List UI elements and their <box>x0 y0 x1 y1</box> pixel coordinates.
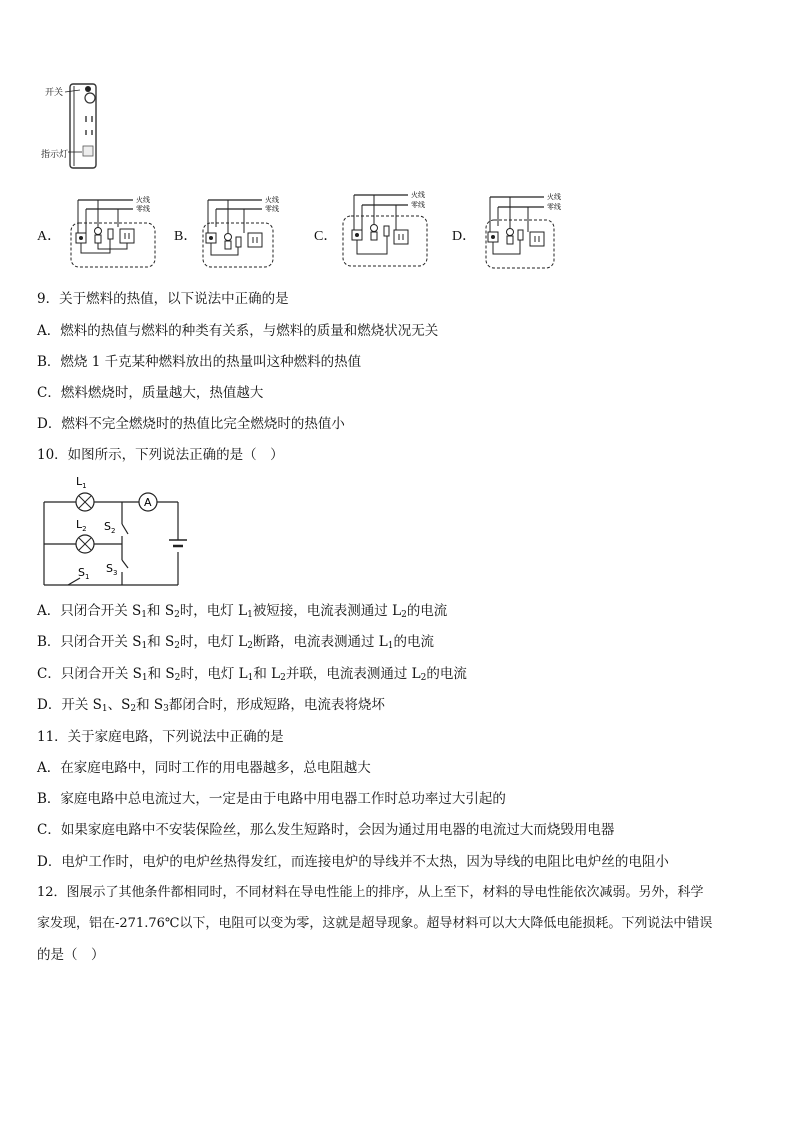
q10-stem: 10．如图所示，下列说法正确的是（ ） <box>37 447 284 463</box>
q12-line2: 家发现，铝在-271.76℃以下，电阻可以变为零，这就是超导现象。超导材料可以大大降低电能损耗。下列说法中错误 <box>37 916 713 931</box>
q10-option-b: B．只闭合开关 $S_1$和 $S_2$时，电灯 $L_2$断路，电流表测通过 $L_1$的电流 <box>37 634 434 651</box>
svg-text:L2 <box>76 518 87 533</box>
switch-label: 开关 <box>45 88 64 98</box>
q12-line3: 的是（ ） <box>37 947 105 963</box>
l1-label: L <box>76 475 83 488</box>
q10-option-a: A．只闭合开关 $S_1$和 $S_2$时，电灯 $L_1$被短接，电流表测通过 $L_2$的电流 <box>37 603 448 620</box>
q12-line1: 12．图展示了其他条件都相同时，不同材料在导电性能上的排序，从上至下，材料的导电性能依次减弱。另外，科学 <box>37 885 704 900</box>
q8-diagram-a <box>68 193 168 273</box>
s2-sub: 2 <box>110 527 116 535</box>
q8-d-neutral-label: 零线 <box>547 203 561 211</box>
q10-circuit-diagram <box>38 472 198 590</box>
svg-text:S3 <box>106 562 117 577</box>
l2-sub: 2 <box>82 525 87 533</box>
q11-option-b: B．家庭电路中总电流过大，一定是由于电路中用电器工作时总功率过大引起的 <box>37 791 506 807</box>
l2-label: L <box>76 518 83 531</box>
q9-option-b: B．燃烧 1 千克某种燃料放出的热量叫这种燃料的热值 <box>37 354 362 370</box>
q11-option-c: C．如果家庭电路中不安装保险丝，那么发生短路时，会因为通过用电器的电流过大而烧毁用电器 <box>37 822 615 838</box>
q8-b-neutral-label: 零线 <box>265 205 279 213</box>
ammeter-symbol: A <box>144 496 152 509</box>
q11-stem: 11．关于家庭电路，下列说法中正确的是 <box>37 729 284 745</box>
svg-text:L1 <box>76 475 87 490</box>
s3-sub: 3 <box>112 569 118 577</box>
s1-sub: 1 <box>84 573 90 581</box>
q11-option-d: D．电炉工作时，电炉的电炉丝热得发红，而连接电炉的导线并不太热，因为导线的电阻比电炉丝的电阻小 <box>37 854 669 870</box>
q8-a-neutral-label: 零线 <box>136 205 150 213</box>
q11-option-a: A．在家庭电路中，同时工作的用电器越多，总电阻越大 <box>37 760 371 776</box>
q9-stem: 9．关于燃料的热值，以下说法中正确的是 <box>37 291 289 307</box>
q8-option-c-label: C． <box>314 229 338 244</box>
q8-diagram-d <box>480 190 580 272</box>
s1-label: S <box>78 566 85 579</box>
q10-option-c: C．只闭合开关 $S_1$和 $S_2$时，电灯 $L_1$和 $L_2$并联，电流表测通过 $L_2$的电流 <box>37 666 467 683</box>
q8-c-live-label: 火线 <box>411 191 425 199</box>
q9-option-d: D．燃料不完全燃烧时的热值比完全燃烧时的热值小 <box>37 416 345 432</box>
q8-option-a-label: A． <box>37 229 62 244</box>
svg-text:S2 <box>104 520 115 535</box>
q8-option-b-label: B． <box>174 229 198 244</box>
q9-option-a: A．燃料的热值与燃料的种类有关系，与燃料的质量和燃烧状况无关 <box>37 323 439 339</box>
indicator-label: 指示灯 <box>41 150 69 160</box>
q8-c-neutral-label: 零线 <box>411 201 425 209</box>
q8-a-live-label: 火线 <box>136 196 150 204</box>
q9-option-c: C．燃料燃烧时，质量越大，热值越大 <box>37 385 264 401</box>
s2-label: S <box>104 520 111 533</box>
q10-option-d: D．开关 $S_1$、$S_2$和 $S_3$都闭合时，形成短路，电流表将烧坏 <box>37 697 385 714</box>
q8-b-live-label: 火线 <box>265 196 279 204</box>
q8-d-live-label: 火线 <box>547 193 561 201</box>
q8-diagram-c <box>340 188 440 273</box>
q8-diagram-b <box>200 193 300 273</box>
svg-text:S1 <box>78 566 89 581</box>
s3-label: S <box>106 562 113 575</box>
l1-sub: 1 <box>82 482 87 490</box>
q8-option-d-label: D． <box>452 229 477 244</box>
